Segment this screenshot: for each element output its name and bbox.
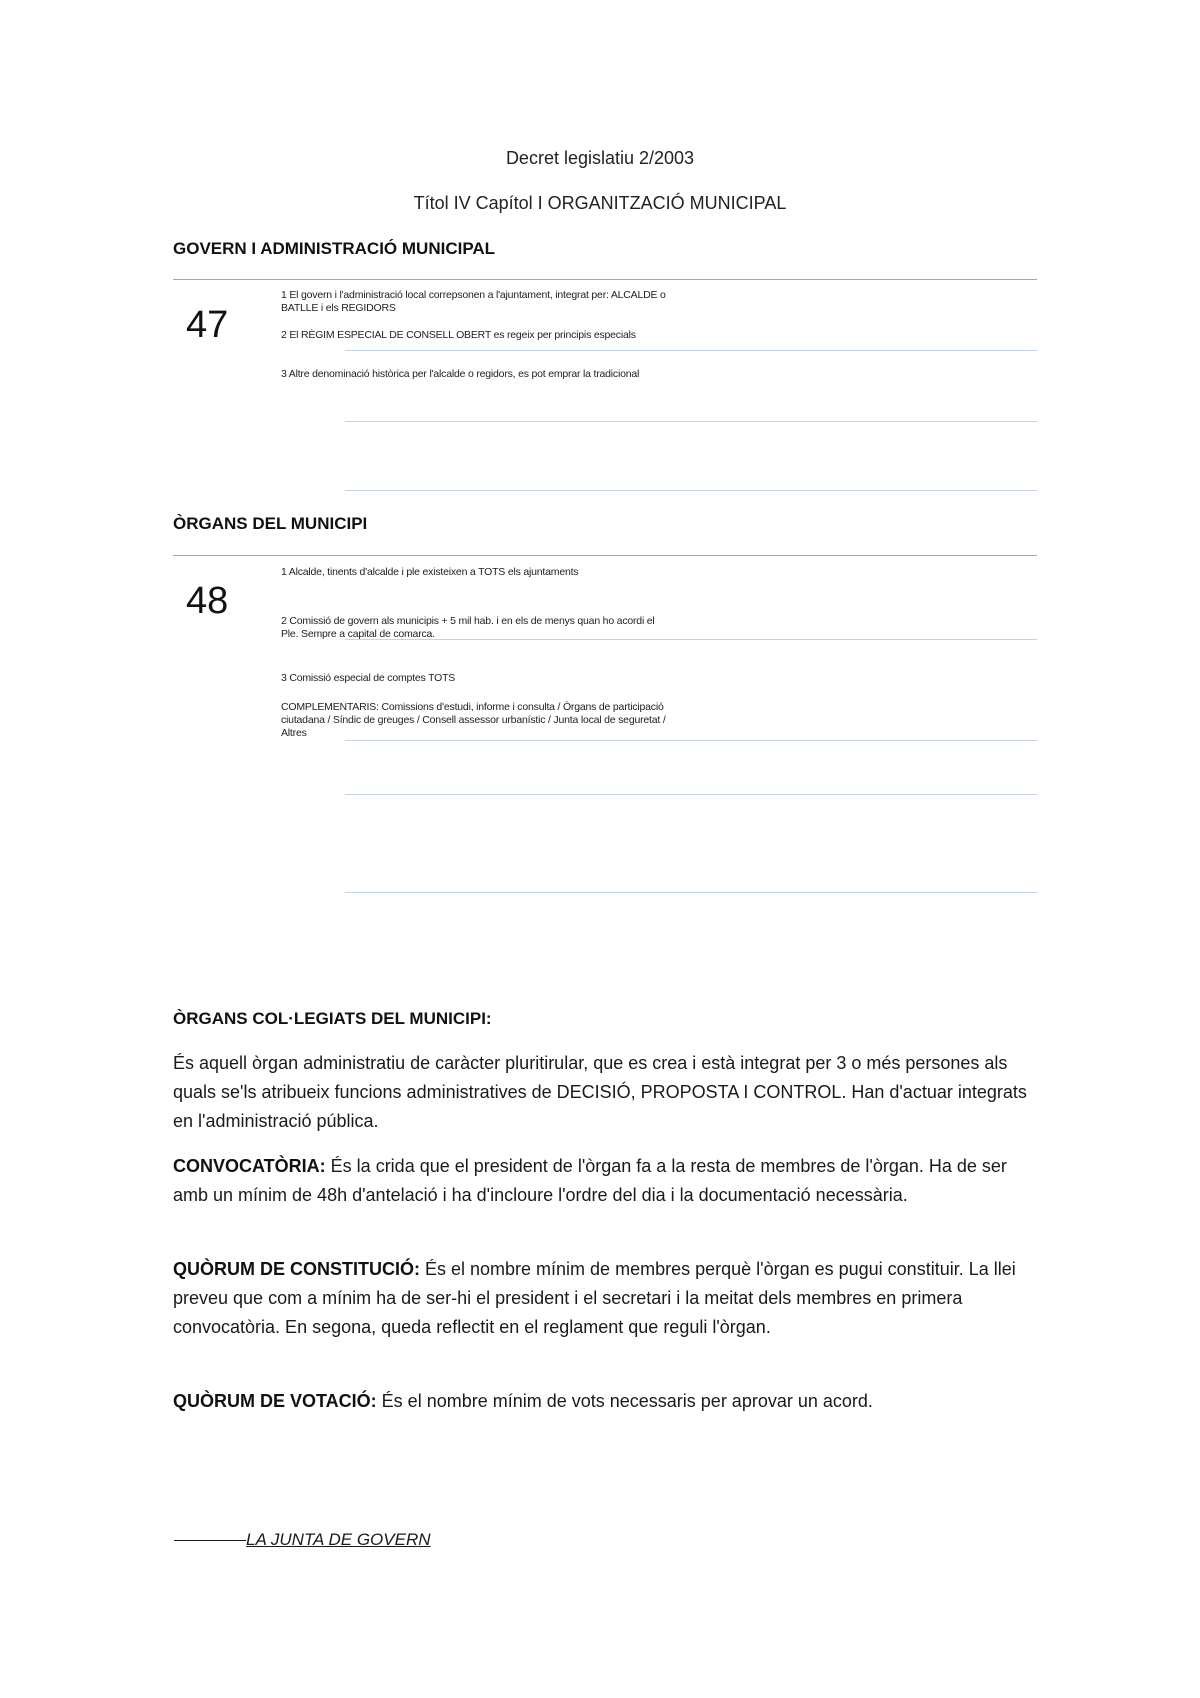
article-48-complementaris: COMPLEMENTARIS: Comissions d'estudi, informe i consulta / Òrgans de participació ciutadana / Síndic de greuges / Consell assessor urbanístic / Junta local de seguretat / Altres [281,701,666,739]
article-47-point-1: 1 El govern i l'administració local correpsonen a l'ajuntament, integrat per: ALCALDE o BATLLE i els REGIDORS [281,289,666,314]
article-48-point-2: 2 Comissió de govern als municipis + 5 mil hab. i en els de menys quan ho acordi el Ple. Sempre a capital de comarca. [281,615,655,640]
article-number-47: 47 [186,304,229,346]
definition-convocatoria: És la crida que el president de l'òrgan fa a la resta de membres de l'òrgan. Ha de ser amb un mínim de 48h d'antelació i ha d'incloure l'ordre del dia i la documentació necessària. [173,1156,1007,1205]
article-48-point-1: 1 Alcalde, tinents d'alcalde i ple existeixen a TOTS els ajuntaments [281,566,579,578]
note-line [345,740,1037,741]
note-line [345,639,1037,640]
article-47-point-2: 2 El RÈGIM ESPECIAL DE CONSELL OBERT es regeix per principis especials [281,329,636,341]
paragraph-quorum-votacio [173,1387,1033,1416]
note-line [345,490,1037,491]
paragraph-quorum-constitucio [173,1255,1033,1342]
article-number-48: 48 [186,580,229,622]
term-quorum-votacio: QUÒRUM DE VOTACIÓ: [173,1391,377,1411]
section-divider [173,555,1037,556]
definition-quorum-constitucio: És el nombre mínim de membres perquè l'òrgan es pugui constituir. La llei preveu que com a mínim ha de ser-hi el president i el secretari i la meitat dels membres en primera convocatòria. En segona, queda reflectit en el reglament que reguli l'òrgan. [173,1259,1016,1337]
note-line [345,421,1037,422]
term-quorum-constitucio: QUÒRUM DE CONSTITUCIÓ: [173,1259,420,1279]
note-line [345,794,1037,795]
underline-spacer [174,1540,246,1541]
term-convocatoria: CONVOCATÒRIA: [173,1156,326,1176]
section-divider [173,279,1037,280]
junta-heading [174,1530,431,1550]
section-heading-collegiats: ÒRGANS COL·LEGIATS DEL MUNICIPI: [173,1009,492,1028]
junta-heading-text: LA JUNTA DE GOVERN [246,1530,431,1549]
document-title: Decret legislatiu 2/2003 [505,148,695,168]
article-48-point-3: 3 Comissió especial de comptes TOTS [281,672,456,684]
note-line [345,350,1037,351]
section-heading-organs: ÒRGANS DEL MUNICIPI [173,514,368,533]
article-47-point-3: 3 Altre denominació històrica per l'alcalde o regidors, es pot emprar la tradicional [281,368,640,380]
paragraph-definition: És aquell òrgan administratiu de caràcter pluritirular, que es crea i està integrat per 3 o més persones als quals se'ls atribueix funcions administratives de DECISIÓ, PROPOSTA I CONTROL. Han d'actuar integrats en l'administració pública. [173,1053,1027,1131]
paragraph-convocatoria [173,1152,1033,1210]
note-line [345,892,1037,893]
section-heading-govern: GOVERN I ADMINISTRACIÓ MUNICIPAL [173,239,496,258]
definition-quorum-votacio: És el nombre mínim de vots necessaris per aprovar un acord. [376,1391,873,1411]
document-subtitle: Títol IV Capítol I ORGANITZACIÓ MUNICIPAL [413,193,787,213]
